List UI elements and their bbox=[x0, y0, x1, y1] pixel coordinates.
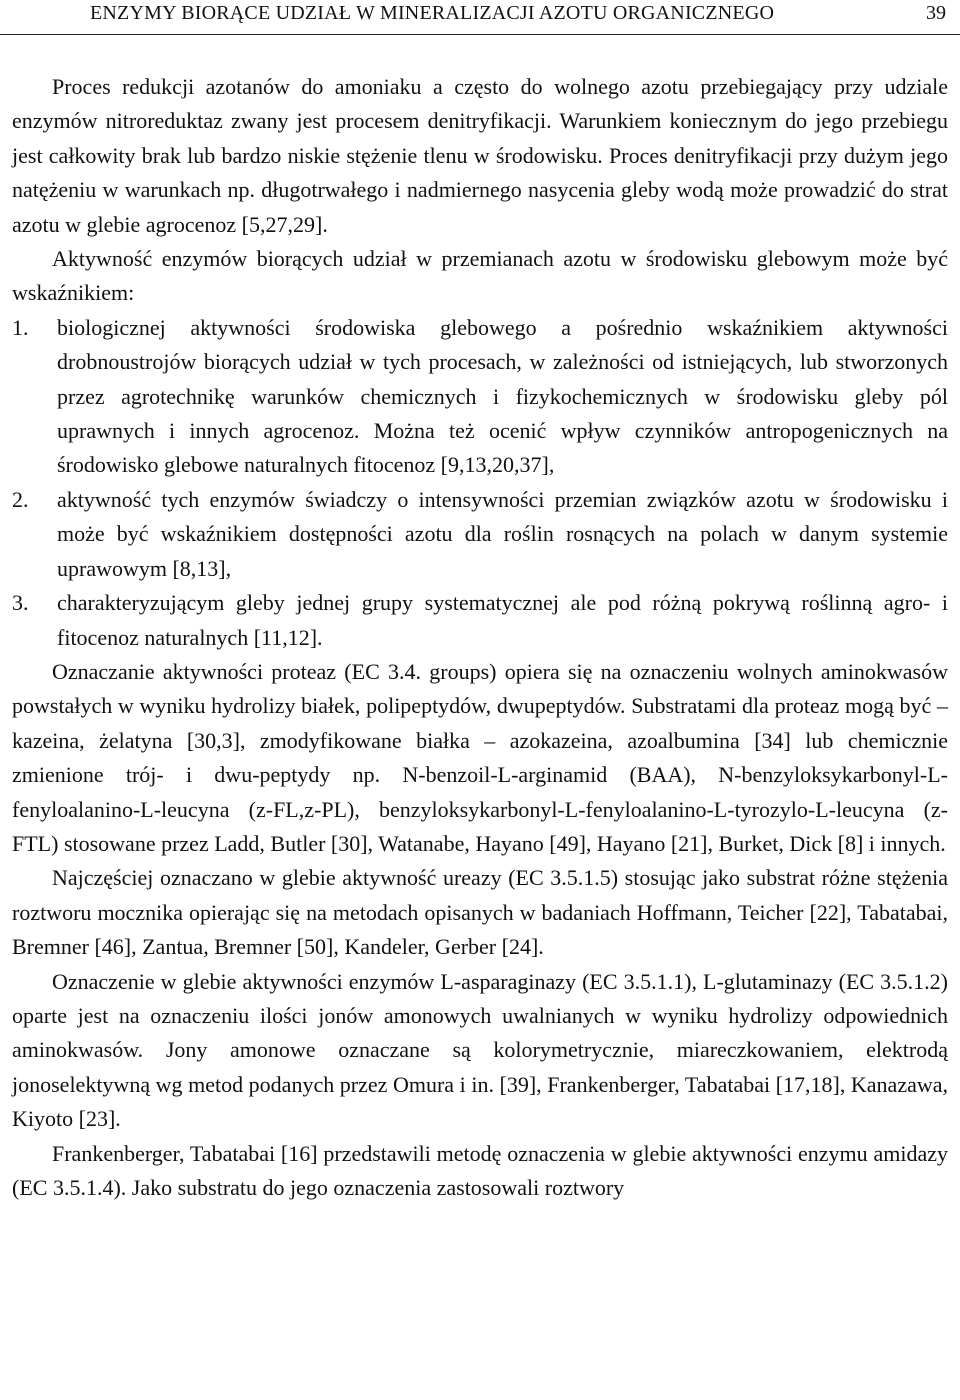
list-item-number: 2. bbox=[12, 486, 29, 512]
list-item-number: 1. bbox=[12, 314, 29, 340]
paragraph-amidase: Frankenberger, Tabatabai [16] przedstawili metodę oznaczenia w glebie aktywności enzymu amidazy (EC 3.5.1.4). Jako substratu do jego oznaczenia zastosowali roztwory bbox=[12, 1140, 948, 1200]
indicator-list bbox=[12, 311, 948, 655]
list-item-text: charakteryzującym gleby jednej grupy systematycznej ale pod różną pokrywą roślinną agro- i fitocenoz naturalnych [11,12]. bbox=[57, 590, 948, 650]
running-header bbox=[0, 0, 960, 35]
page-number: 39 bbox=[926, 2, 946, 24]
list-item-text: aktywność tych enzymów świadczy o intensywności przemian związków azotu w środowisku i może być wskaźnikiem dostępności azotu dla roślin rosnących na polach w danym systemie uprawowym [8,13], bbox=[57, 486, 948, 581]
paragraph-enzyme-indicator-intro: Aktywność enzymów biorących udział w przemianach azotu w środowisku glebowym może być wskaźnikiem: bbox=[12, 246, 948, 306]
paragraph-asparaginase: Oznaczenie w glebie aktywności enzymów L-asparaginazy (EC 3.5.1.1), L-glutaminazy (EC 3.5.1.2) oparte jest na oznaczeniu ilości jonów amonowych uwalnianych w wyniku hydrolizy odpowiednich aminokwasów. Jony amonowe oznaczane są kolorymetrycznie, miareczkowaniem, elektrodą jonoselektywną wg metod podanych przez Omura i in. [39], Frankenberger, Tabatabai [17,18], Kanazawa, Kiyoto [23]. bbox=[12, 968, 948, 1132]
list-item bbox=[12, 311, 948, 483]
paragraph-protease: Oznaczanie aktywności proteaz (EC 3.4. groups) opiera się na oznaczeniu wolnych aminokwasów powstałych w wyniku hydrolizy białek, polipeptydów, dwupeptydów. Substratami dla proteaz mogą być – kazeina, żelatyna [30,3], zmodyfikowane białka – azokazeina, azoalbumina [34] lub chemicznie zmienione trój- i dwu-peptydy np. N-benzoil-L-arginamid (BAA), N-benzyloksykarbonyl-L-fenyloalanino-L-leucyna (z-FL,z-PL), benzyloksykarbonyl-L-fenyloalanino-L-tyrozylo-L-leucyna (z-FTL) stosowane przez Ladd, Butler [30], Watanabe, Hayano [49], Hayano [21], Burket, Dick [8] i innych. bbox=[12, 658, 948, 856]
running-title: ENZYMY BIORĄCE UDZIAŁ W MINERALIZACJI AZOTU ORGANICZNEGO bbox=[90, 2, 775, 24]
list-item-number: 3. bbox=[12, 590, 29, 616]
list-item bbox=[12, 586, 948, 655]
body-text bbox=[12, 70, 948, 1205]
list-item-text: biologicznej aktywności środowiska glebowego a pośrednio wskaźnikiem aktywności drobnoustrojów biorących udział w tych procesach, w zależności od istniejących, lub stworzonych przez agrotechnikę warunków chemicznych i fizykochemicznych w środowisku gleby pól uprawnych i innych agrocenoz. Można też ocenić wpływ czynników antropogenicznych na środowisko glebowe naturalnych fitocenoz [9,13,20,37], bbox=[57, 314, 948, 478]
paragraph-urease: Najczęściej oznaczano w glebie aktywność ureazy (EC 3.5.1.5) stosując jako substrat różne stężenia roztworu mocznika opierając się na metodach opisanych w badaniach Hoffmann, Teicher [22], Tabatabai, Bremner [46], Zantua, Bremner [50], Kandeler, Gerber [24]. bbox=[12, 865, 948, 960]
paragraph-denitrification: Proces redukcji azotanów do amoniaku a często do wolnego azotu przebiegający przy udziale enzymów nitroreduktaz zwany jest procesem denitryfikacji. Warunkiem koniecznym do jego przebiegu jest całkowity brak lub bardzo niskie stężenie tlenu w środowisku. Proces denitryfikacji przy dużym jego natężeniu w warunkach np. długotrwałego i nadmiernego nasycenia gleby wodą może prowadzić do strat azotu w glebie agrocenoz [5,27,29]. bbox=[12, 74, 948, 237]
list-item bbox=[12, 483, 948, 586]
